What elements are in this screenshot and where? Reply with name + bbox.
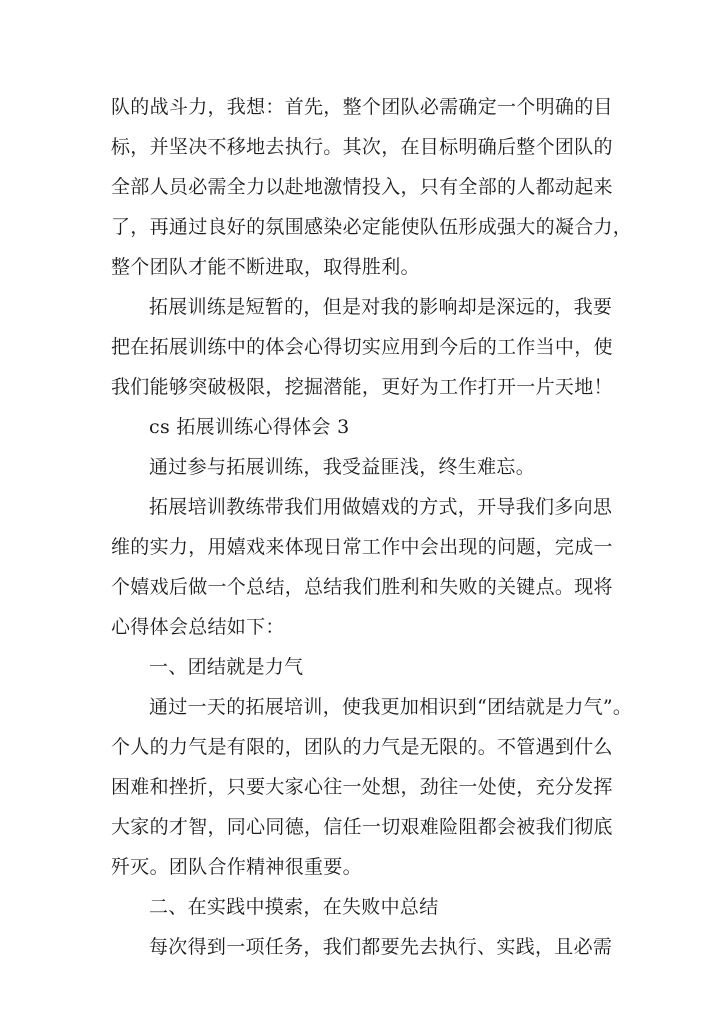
paragraph-line: 心得体会总结如下：	[111, 616, 285, 638]
paragraph-line: 标，并坚决不移地去执行。其次，在目标明确后整个团队的	[111, 136, 613, 158]
paragraph-line: 全部人员必需全力以赴地激情投入，只有全部的人都动起来	[111, 176, 613, 198]
paragraph-line: 个嬉戏后做一个总结，总结我们胜利和失败的关键点。现将	[111, 576, 613, 598]
paragraph-line: 通过一天的拓展培训，使我更加相识到“团结就是力气”。	[149, 696, 633, 718]
section-title: cs 拓展训练心得体会 3	[149, 416, 350, 438]
section-heading: 一、团结就是力气	[149, 656, 304, 678]
paragraph-line: 维的实力，用嬉戏来体现日常工作中会出现的问题，完成一	[111, 536, 613, 558]
document-page	[111, 87, 633, 967]
paragraph-line: 把在拓展训练中的体会心得切实应用到今后的工作当中，使	[111, 336, 613, 358]
paragraph-line: 我们能够突破极限，挖掘潜能，更好为工作打开一片天地！	[111, 376, 613, 398]
paragraph-line: 大家的才智，同心同德，信任一切艰难险阻都会被我们彻底	[111, 816, 613, 838]
paragraph-line: 了，再通过良好的氛围感染必定能使队伍形成强大的凝合力，	[111, 216, 633, 238]
paragraph-line: 歼灭。团队合作精神很重要。	[111, 856, 362, 878]
paragraph-line: 个人的力气是有限的，团队的力气是无限的。不管遇到什么	[111, 736, 613, 758]
paragraph-line: 拓展培训教练带我们用做嬉戏的方式，开导我们多向思	[149, 496, 613, 518]
paragraph-line: 通过参与拓展训练，我受益匪浅，终生难忘。	[149, 456, 536, 478]
paragraph-line: 整个团队才能不断进取，取得胜利。	[111, 256, 420, 278]
paragraph-line: 队的战斗力，我想：首先，整个团队必需确定一个明确的目	[111, 96, 613, 118]
section-heading: 二、在实践中摸索，在失败中总结	[149, 896, 439, 918]
paragraph-line: 每次得到一项任务，我们都要先去执行、实践，且必需	[149, 936, 613, 958]
paragraph-line: 困难和挫折，只要大家心往一处想，劲往一处使，充分发挥	[111, 776, 613, 798]
paragraph-line: 拓展训练是短暂的，但是对我的影响却是深远的，我要	[149, 296, 613, 318]
